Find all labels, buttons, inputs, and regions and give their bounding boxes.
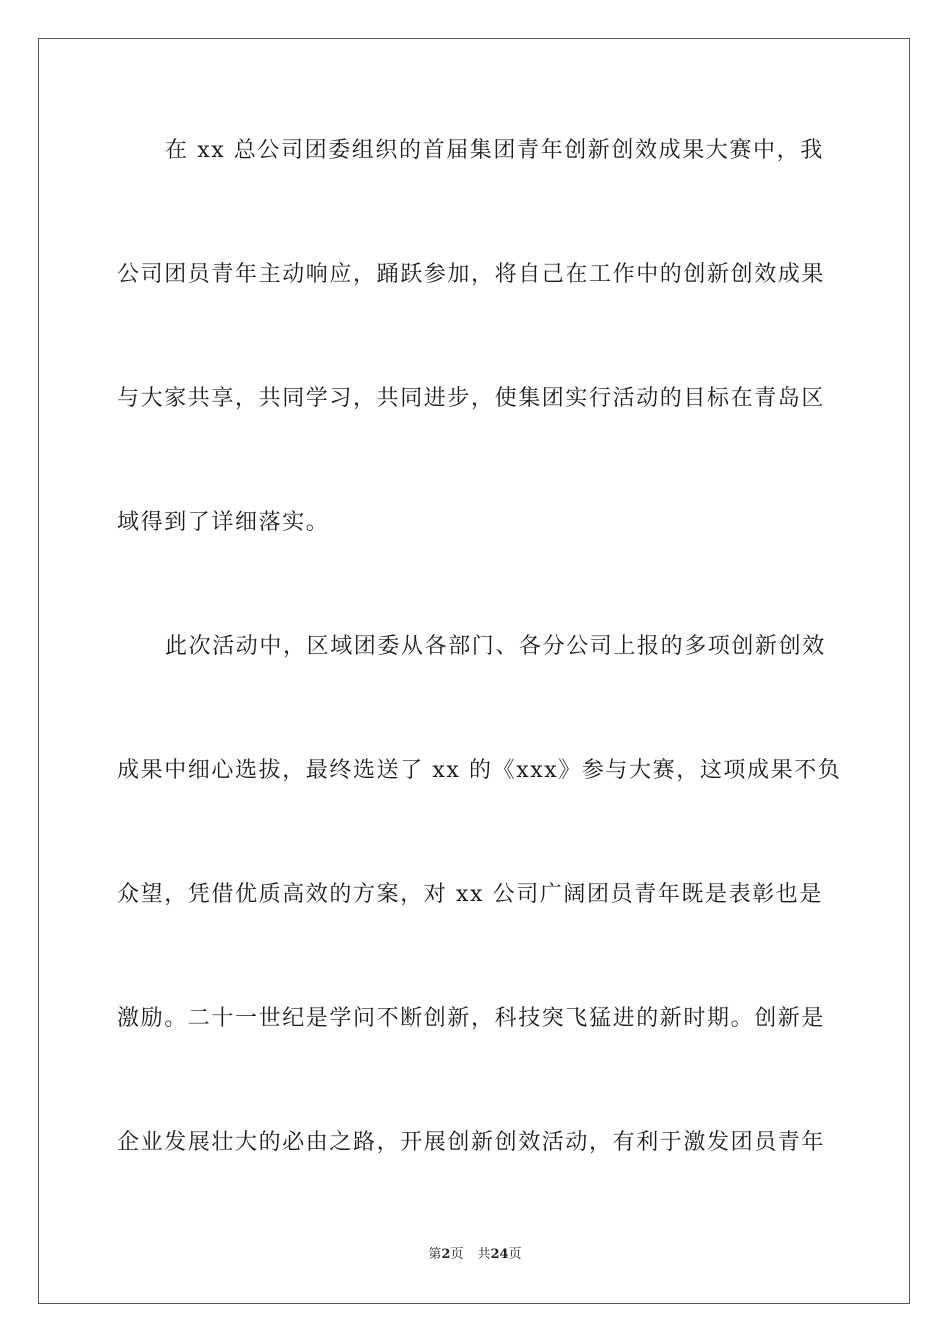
paragraph-1-line-4: 域得到了详细落实。 bbox=[117, 510, 330, 535]
paragraph-2-line-2: 成果中细心选拔，最终选送了 xx 的《xxx》参与大赛，这项成果不负 bbox=[117, 758, 842, 783]
page-indicator: 第2页 bbox=[428, 1247, 464, 1262]
current-page-number: 2 bbox=[441, 1247, 451, 1262]
paragraph-2-line-4: 激励。二十一世纪是学问不断创新，科技突飞猛进的新时期。创新是 bbox=[117, 1006, 826, 1031]
total-page-count: 24 bbox=[490, 1247, 509, 1262]
total-pages-indicator: 共24页 bbox=[477, 1247, 522, 1262]
paragraph-1-line-2: 公司团员青年主动响应，踊跃参加，将自己在工作中的创新创效成果 bbox=[117, 262, 826, 287]
paragraph-2-line-1: 此次活动中，区域团委从各部门、各分公司上报的多项创新创效 bbox=[165, 634, 826, 659]
page-border bbox=[38, 38, 910, 1304]
page-footer bbox=[0, 1246, 950, 1264]
paragraph-2-line-5: 企业发展壮大的必由之路，开展创新创效活动，有利于激发团员青年 bbox=[117, 1130, 826, 1155]
paragraph-2-line-3: 众望，凭借优质高效的方案，对 xx 公司广阔团员青年既是表彰也是 bbox=[117, 882, 824, 907]
paragraph-1-line-1: 在 xx 总公司团委组织的首届集团青年创新创效成果大赛中，我 bbox=[165, 138, 824, 163]
paragraph-1-line-3: 与大家共享，共同学习，共同进步，使集团实行活动的目标在青岛区 bbox=[117, 386, 826, 411]
